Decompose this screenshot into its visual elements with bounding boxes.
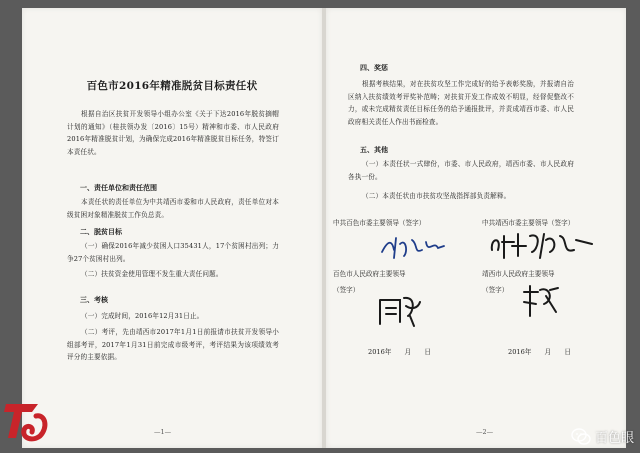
baise-logo-icon <box>2 398 50 444</box>
section-5-item-1: （一）本责任状一式肆份，市委、市人民政府，靖西市委、市人民政府各执一份。 <box>348 160 574 181</box>
left-page <box>22 8 322 448</box>
wechat-icon <box>571 428 591 446</box>
signer-baise-gov-label-2: （签字） <box>333 286 360 294</box>
section-5-heading: 五、其他 <box>360 146 388 154</box>
signer-baise-party-label: 中共百色市委主要领导（签字） <box>333 219 426 227</box>
watermark <box>571 427 634 446</box>
section-3-item-2: （二）考评，先由靖西市2017年1月1日前报请市扶贫开发领导小组部考评，2017年1月31日前完成市级考评，考评结果为该项绩效考评分的主要依据。 <box>67 328 279 362</box>
section-4-heading: 四、奖惩 <box>360 64 388 72</box>
section-2-heading: 二、脱贫目标 <box>80 228 122 236</box>
signature-baise-party <box>378 234 448 262</box>
section-3-item-1: （一）完成时间，2016年12月31日止。 <box>81 312 204 320</box>
signer-jingxi-gov-label-2: （签字） <box>482 286 509 294</box>
signer-baise-gov-label-1: 百色市人民政府主要领导 <box>333 270 406 278</box>
signature-jingxi-party <box>488 228 600 264</box>
document-title: 百色市2016年精准脱贫目标责任状 <box>86 80 258 92</box>
section-2-item-1: （一）确保2016年减少贫困人口35431人，17个贫困村出列；力争27个贫困村出列。 <box>67 242 279 263</box>
section-1-heading: 一、责任单位和责任范围 <box>80 184 157 192</box>
intro-paragraph: 根据自治区扶贫开发领导小组办公室《关于下达2016年脱贫摘帽计划的通知》（桂扶领办发〔2016〕15号）精神和市委、市人民政府2016年精准脱贫计划，为确保完成2016年精准脱贫目标任务，特签订本责任状。 <box>67 110 279 156</box>
section-2-item-2: （二）扶贫资金使用管理不发生重大责任问题。 <box>81 270 223 278</box>
section-5-item-2: （二）本责任状由市扶贫攻坚战指挥部负责解释。 <box>362 192 511 200</box>
date-right: 2016年 月 日 <box>508 348 571 356</box>
signature-baise-gov <box>374 290 424 330</box>
section-3-heading: 三、考核 <box>80 296 108 304</box>
section-4-text: 根据考核结果，对在扶贫攻坚工作完成好的给予表彰奖励，并报请自治区纳入扶贫绩效考评奖补范畴；对扶贫开发工作成效不明显，经督促整改不力，或未完成精贫责任目标任务的给予通报批评，并责成靖西市委、市人民政府相关责任人作出书面检查。 <box>348 80 574 126</box>
watermark-text: 百色眼 <box>594 431 634 446</box>
section-1-text: 本责任状的责任单位为中共靖西市委和市人民政府，责任单位对本级贫困对象精准脱贫工作负总责。 <box>67 198 279 219</box>
page-number-2: —2— <box>476 428 494 436</box>
signer-jingxi-gov-label-1: 靖西市人民政府主要领导 <box>482 270 555 278</box>
signer-jingxi-party-label: 中共靖西市委主要领导（签字） <box>482 219 575 227</box>
date-left: 2016年 月 日 <box>368 348 431 356</box>
page-number-1: —1— <box>154 428 172 436</box>
signature-jingxi-gov <box>520 282 562 322</box>
